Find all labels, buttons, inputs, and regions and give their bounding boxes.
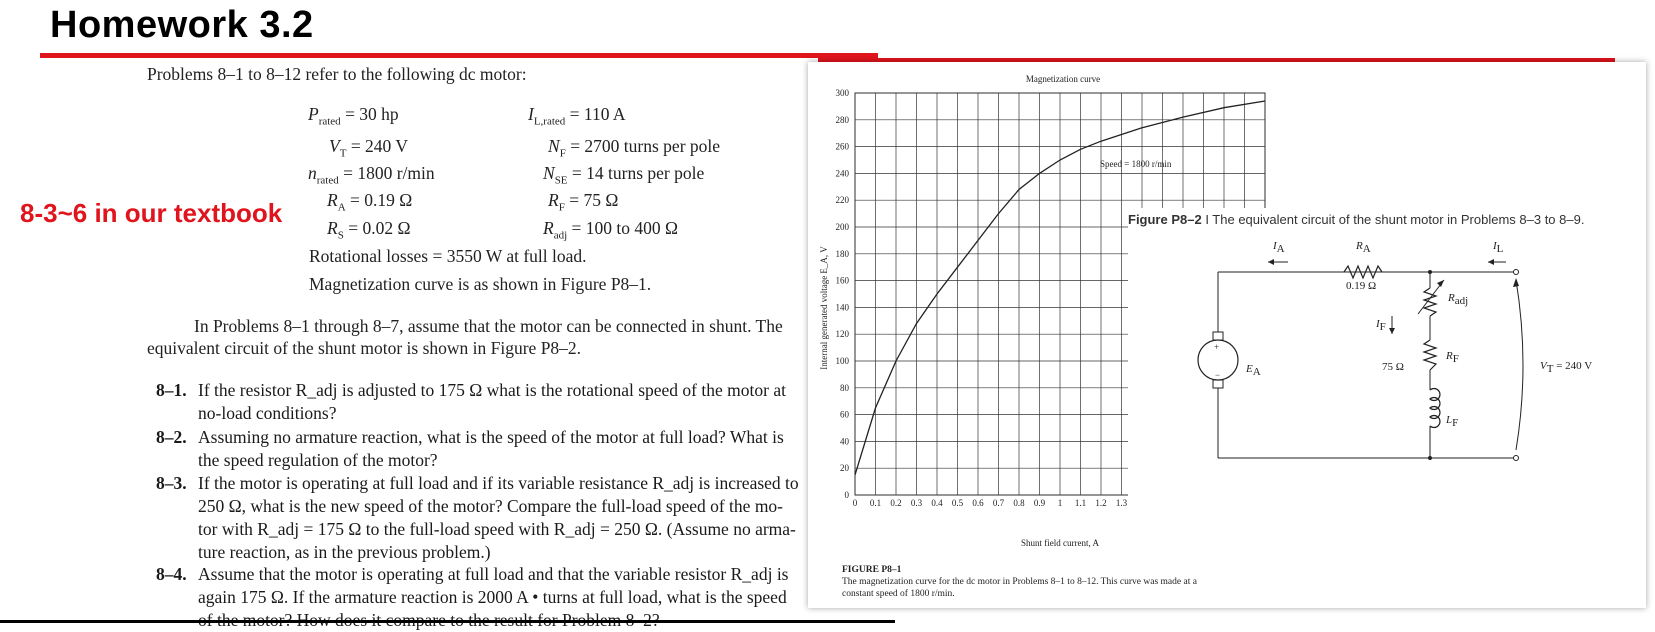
bottom-terminal bbox=[1514, 456, 1519, 461]
y-tick-label: 240 bbox=[835, 168, 849, 179]
param-il-rated: $I_{L,rated} = 110$ A bbox=[528, 104, 626, 128]
junction-bottom bbox=[1428, 456, 1432, 460]
y-tick-label: 200 bbox=[835, 222, 849, 232]
label-ea: $E_A$ bbox=[1246, 363, 1261, 379]
x-tick-label: 0.7 bbox=[992, 498, 1005, 508]
param-p-rated: $P_{rated} = 30$ hp bbox=[308, 104, 399, 128]
param-rf: $R_F = 75$ Ω bbox=[548, 190, 619, 214]
problem-8-3: 8–3. If the motor is operating at full load and if its variable resistance R_adj is increased to 250 Ω, what is the new speed of the motor? Compare the full-load speed of the mo- tor with R_adj = 175 Ω to the full-load speed with R_adj = 250 Ω. (Assume no arma- ture reaction, as in the previous problem.) bbox=[156, 473, 799, 562]
x-tick-label: 0.5 bbox=[951, 498, 964, 508]
param-nse: $N_{SE} = 14$ turns per pole bbox=[543, 163, 705, 187]
figure-p8-1-caption-line2: constant speed of 1800 r/min. bbox=[842, 589, 955, 599]
page-title: Homework 3.2 bbox=[50, 4, 314, 46]
x-tick-label: 1 bbox=[1057, 498, 1063, 508]
x-tick-label: 1.1 bbox=[1074, 498, 1087, 508]
x-tick-label: 0.4 bbox=[931, 498, 943, 508]
y-tick-label: 160 bbox=[835, 275, 849, 286]
label-ia: $I_A$ bbox=[1273, 240, 1285, 256]
y-tick-label: 120 bbox=[835, 329, 849, 340]
x-tick-label: 0.1 bbox=[869, 498, 882, 508]
param-nf: $N_F = 2700$ turns per pole bbox=[548, 136, 721, 160]
y-tick-label: 220 bbox=[835, 195, 849, 206]
x-tick-label: 1.2 bbox=[1095, 498, 1107, 508]
vt-arrowhead bbox=[1513, 278, 1519, 287]
radj-arrowhead bbox=[1437, 280, 1444, 287]
circuit-diagram bbox=[1128, 232, 1646, 532]
intro-text: Problems 8–1 to 8–12 refer to the following dc motor: bbox=[147, 64, 527, 84]
label-ra: $R_A$ bbox=[1356, 240, 1371, 256]
y-tick-label: 260 bbox=[835, 141, 849, 152]
shunt-paragraph-line1: In Problems 8–1 through 8–7, assume that the motor can be connected in shunt. The bbox=[194, 316, 783, 336]
shunt-paragraph-line2: equivalent circuit of the shunt motor is shown in Figure P8–2. bbox=[147, 338, 582, 358]
speed-annotation: Speed = 1800 r/min bbox=[1100, 159, 1172, 169]
x-tick-label: 0 bbox=[852, 498, 858, 508]
top-terminal bbox=[1514, 270, 1519, 275]
y-tick-label: 60 bbox=[840, 409, 849, 420]
rotational-losses: Rotational losses = 3550 W at full load. bbox=[309, 246, 587, 266]
motor-minus-sign: − bbox=[1215, 370, 1221, 380]
y-tick-label: 40 bbox=[840, 436, 849, 447]
figure-panel bbox=[808, 62, 1646, 608]
x-tick-label: 0.3 bbox=[910, 498, 923, 508]
y-tick-label: 180 bbox=[835, 248, 849, 259]
param-vt: $V_T = 240$ V bbox=[329, 136, 409, 160]
problem-8-2: 8–2. Assuming no armature reaction, what is the speed of the motor at full load? What is the speed regulation of the motor? bbox=[156, 427, 784, 470]
y-tick-label: 280 bbox=[835, 114, 849, 125]
param-n-rated: $n_{rated} = 1800$ r/min bbox=[308, 163, 435, 187]
chart-title: Magnetization curve bbox=[1025, 74, 1101, 84]
label-rf: $R_F$ bbox=[1446, 350, 1459, 366]
x-tick-label: 0.8 bbox=[1013, 498, 1025, 508]
y-tick-label: 20 bbox=[840, 463, 849, 474]
label-if: $I_F$ bbox=[1376, 318, 1386, 334]
motor-brush-bottom bbox=[1213, 380, 1223, 388]
lf-inductor bbox=[1430, 389, 1440, 428]
magnetization-note: Magnetization curve is as shown in Figure P8–1. bbox=[309, 274, 652, 294]
x-tick-label: 0.6 bbox=[972, 498, 984, 508]
y-tick-label: 140 bbox=[835, 302, 849, 313]
y-tick-label: 100 bbox=[835, 356, 849, 366]
circuit-figure bbox=[1128, 208, 1646, 548]
label-radj: $R_{adj}$ bbox=[1448, 292, 1469, 308]
figure-p8-2-title: Figure P8–2 I The equivalent circuit of the shunt motor in Problems 8–3 to 8–9. bbox=[1128, 212, 1585, 227]
label-vt: $V_T = 240$ V bbox=[1540, 360, 1593, 376]
label-il: $I_L$ bbox=[1493, 240, 1504, 256]
ia-arrowhead bbox=[1268, 259, 1274, 265]
problem-8-1: 8–1. If the resistor R_adj is adjusted to 175 Ω what is the rotational speed of the motor at no-load conditions? bbox=[156, 380, 786, 423]
side-note: 8-3~6 in our textbook bbox=[20, 198, 283, 228]
problem-8-4: 8–4. Assume that the motor is operating at full load and that the variable resistor R_adj is again 175 Ω. If the armature reaction is 2000 A • turns at full load, what is the speed bbox=[156, 564, 789, 607]
x-tick-label: 1.3 bbox=[1115, 498, 1128, 508]
x-axis-label: Shunt field current, A bbox=[1021, 538, 1099, 548]
if-arrowhead bbox=[1389, 328, 1395, 334]
figure-p8-1-caption-title: FIGURE P8–1 bbox=[842, 565, 902, 575]
rf-resistor bbox=[1424, 340, 1436, 370]
title-underline bbox=[40, 53, 878, 58]
label-lf: $L_F$ bbox=[1446, 414, 1459, 430]
figure-p8-1-caption-line1: The magnetization curve for the dc motor in Problems 8–1 to 8–12. This curve was made at a bbox=[842, 577, 1197, 587]
y-axis-label: Internal generated voltage E_A, V bbox=[819, 246, 829, 370]
y-tick-label: 80 bbox=[840, 382, 849, 393]
y-tick-label: 300 bbox=[835, 88, 849, 98]
x-tick-label: 0.2 bbox=[890, 498, 902, 508]
vt-arc bbox=[1516, 280, 1523, 450]
y-tick-label: 0 bbox=[844, 490, 849, 500]
x-tick-label: 0.9 bbox=[1033, 498, 1046, 508]
motor-plus-sign: + bbox=[1214, 342, 1220, 352]
param-ra: $R_A = 0.19$ Ω bbox=[327, 190, 413, 214]
motor-brush-top bbox=[1213, 332, 1223, 340]
param-rs: $R_S = 0.02$ Ω bbox=[327, 218, 411, 242]
label-ra-value: 0.19 Ω bbox=[1346, 280, 1377, 292]
bottom-rule bbox=[0, 620, 895, 623]
label-rf-value: 75 Ω bbox=[1382, 361, 1404, 373]
param-radj: $R_{adj} = 100$ to 400 Ω bbox=[543, 218, 679, 242]
il-arrowhead bbox=[1488, 259, 1494, 265]
